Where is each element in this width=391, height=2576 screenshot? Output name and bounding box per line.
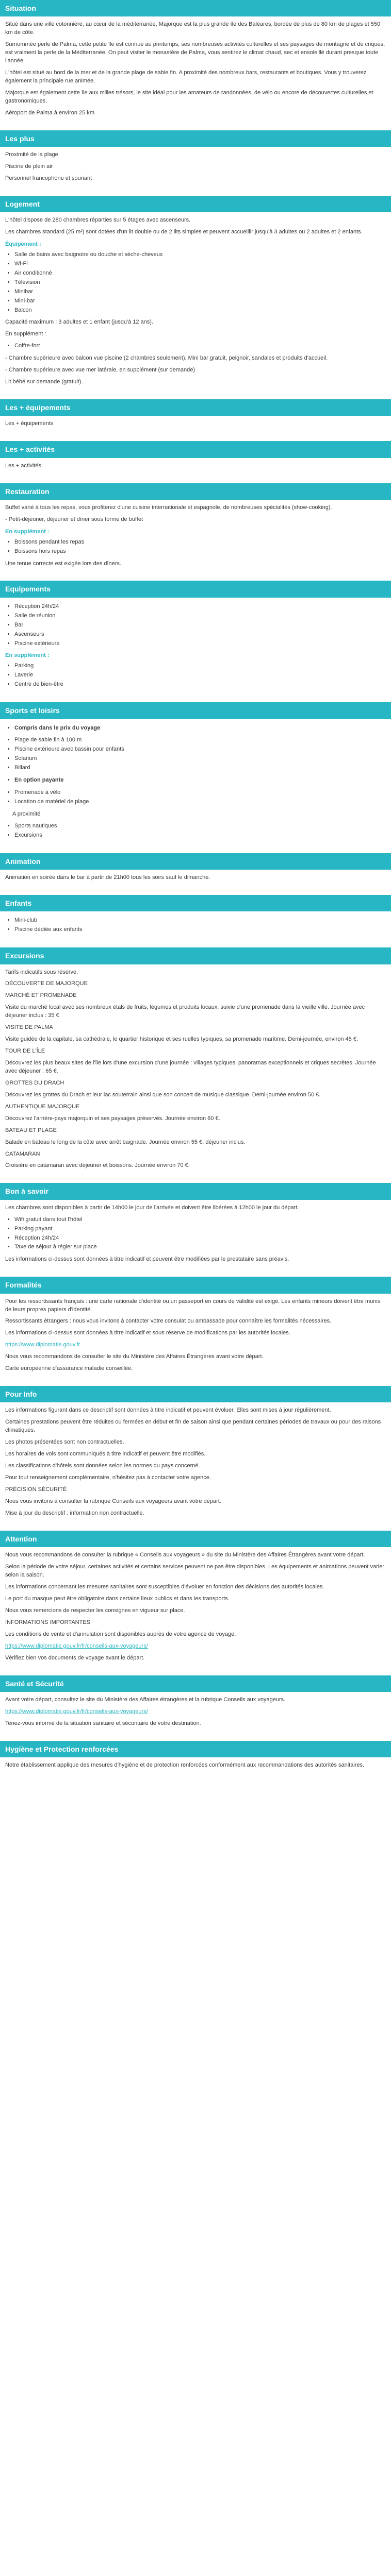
- list-item: • Wifi gratuit dans tout l'hôtel: [14, 1216, 386, 1224]
- paragraph: Le port du masque peut être obligatoire dans certains lieux publics et dans les transports.: [5, 1595, 230, 1602]
- list: [5, 342, 386, 350]
- list-item: • Minibar: [14, 288, 386, 296]
- list-item: • Salle de bains avec baignoire ou douche et sèche-cheveux: [14, 251, 386, 259]
- paragraph: Pour tout renseignement complémentaire, n'hésitez pas à contacter votre agence.: [5, 1475, 211, 1481]
- paragraph: Croisière en catamaran avec déjeuner et boissons. Journée environ 70 €.: [5, 1162, 190, 1169]
- paragraph: Balade en bateau le long de la côte avec arrêt baignade. Journée environ 55 €, déjeuner inclus.: [5, 1139, 246, 1145]
- list-item: • Promenade à vélo: [14, 789, 386, 797]
- excursion-title: GROTTES DU DRACH: [5, 1079, 64, 1086]
- paragraph: Les conditions de vente et d'annulation sont disponibles auprès de votre agence de voyage.: [5, 1631, 236, 1637]
- list: [5, 736, 386, 772]
- list: [5, 917, 386, 934]
- paragraph: Nous vous remercions de respecter les consignes en vigueur sur place.: [5, 1607, 185, 1614]
- section-header-bonasavoir: Bon à savoir: [0, 1183, 391, 1199]
- list-item: • Centre de bien-être: [14, 681, 386, 689]
- list: [5, 822, 386, 840]
- section-body-enfants: [0, 911, 391, 940]
- paragraph: Les informations ci-dessus sont données à titre indicatif et peuvent être modifiées par le prestataire sans préavis.: [5, 1256, 289, 1263]
- paragraph: Les informations figurant dans ce descriptif sont données à titre indicatif et peuvent évoluer. Elles sont mises à jour régulièrement.: [5, 1407, 331, 1414]
- list-item: • Ascenseurs: [14, 631, 386, 639]
- paragraph: Avant votre départ, consultez le site du Ministère des Affaires étrangères et la rubrique Conseils aux voyageurs.: [5, 1696, 286, 1703]
- section-body-equipements: [0, 598, 391, 695]
- section-body-pourinfo: [0, 1402, 391, 1523]
- paragraph: Lit bébé sur demande (gratuit).: [5, 379, 83, 385]
- list-item: • Wi-Fi: [14, 260, 386, 268]
- subheading: En supplément :: [5, 528, 50, 535]
- list-item: • Air conditionné: [14, 269, 386, 278]
- section-header-plus: Les plus: [0, 130, 391, 147]
- list-item: • Piscine dédiée aux enfants: [14, 926, 386, 934]
- list-item: • Parking: [14, 662, 386, 670]
- excursion-title: AUTHENTIQUE MAJORQUE: [5, 1103, 80, 1110]
- list-item: • En option payante: [14, 776, 386, 785]
- paragraph: Les informations concernant les mesures sanitaires sont susceptibles d'évoluer en fonction des décisions des autorités locales.: [5, 1583, 324, 1590]
- paragraph: Buffet varié à tous les repas, vous profiterez d'une cuisine internationale et espagnole, de nombreuses spécialités (show-cooking).: [5, 504, 332, 511]
- list-item: • Réception 24h/24: [14, 603, 386, 611]
- section-header-sports: Sports et loisirs: [0, 702, 391, 719]
- section-header-restauration: Restauration: [0, 483, 391, 500]
- list: [5, 251, 386, 315]
- paragraph: Visite du marché local avec ses nombreux étals de fruits, légumes et produits locaux, suivie d'une promenade dans la vieille ville. Journée avec déjeuner inclus : 35 €: [5, 1004, 365, 1019]
- section-body-hygiene: [0, 1757, 391, 1775]
- list: [5, 776, 386, 785]
- paragraph: Nous vous recommandons de consulter la rubrique « Conseils aux voyageurs » du site du Ministère des Affaires Étrangères avant votre départ.: [5, 1552, 365, 1558]
- list-item: • Mini-club: [14, 917, 386, 925]
- section-header-pourinfo: Pour Info: [0, 1386, 391, 1402]
- paragraph: A proximité: [12, 811, 41, 817]
- excursion-title: CATAMARAN: [5, 1150, 40, 1157]
- list-item: • Mini-bar: [14, 297, 386, 306]
- section-body-restauration: [0, 500, 391, 574]
- paragraph: - Chambre supérieure avec balcon vue piscine (2 chambres seulement). Mini bar gratuit, peignoir, sandales et produits d'accueil.: [5, 355, 328, 362]
- paragraph: Piscine de plein air: [5, 163, 53, 170]
- paragraph: Certaines prestations peuvent être réduites ou fermées en début et fin de saison ainsi que pendant certaines périodes de travaux ou pour des raisons climatiques.: [5, 1419, 381, 1434]
- paragraph: Tarifs indicatifs sous réserve.: [5, 969, 78, 975]
- list-item: • Excursions: [14, 832, 386, 840]
- paragraph: Les classifications d'hôtels sont données selon les normes du pays concerné.: [5, 1463, 200, 1469]
- list: [5, 1216, 386, 1252]
- paragraph: En supplément :: [5, 331, 46, 337]
- section-header-hygiene: Hygiène et Protection renforcées: [0, 1741, 391, 1757]
- section-body-logement: [0, 212, 391, 392]
- paragraph: Les + équipements: [5, 420, 54, 427]
- paragraph: Découvrez les plus beaux sites de l'île lors d'une excursion d'une journée : villages typiques, panoramas exceptionnels et criques secrètes. Journée avec déjeuner : 65 €.: [5, 1060, 376, 1074]
- section-header-lesplus: Les + équipements: [0, 399, 391, 416]
- section-header-animation: Animation: [0, 853, 391, 870]
- section-header-activites: Les + activités: [0, 441, 391, 457]
- section-body-bonasavoir: [0, 1200, 391, 1270]
- paragraph: Les photos présentées sont non contractuelles.: [5, 1439, 124, 1446]
- list-item: • Salle de réunion: [14, 612, 386, 620]
- list-item: • Télévision: [14, 279, 386, 287]
- section-header-santesecu: Santé et Sécurité: [0, 1675, 391, 1692]
- excursion-title: MARCHÉ ET PROMENADE: [5, 992, 77, 999]
- subheading: DÉCOUVERTE DE MAJORQUE: [5, 980, 88, 987]
- list-item: • Sports nautiques: [14, 822, 386, 831]
- list-item: • Piscine extérieure: [14, 640, 386, 648]
- diplomatie-link[interactable]: https://www.diplomatie.gouv.fr: [5, 1342, 80, 1348]
- list-item: • Coffre-fort: [14, 342, 386, 350]
- paragraph: L'hôtel dispose de 280 chambres réparties sur 5 étages avec ascenseurs.: [5, 217, 191, 224]
- paragraph: Nous vous invitons à consulter la rubrique Conseils aux voyageurs avant votre départ.: [5, 1498, 221, 1504]
- section-body-formalites: [0, 1294, 391, 1379]
- section-header-logement: Logement: [0, 196, 391, 212]
- paragraph: Ressortissants étrangers : nous vous invitons à contacter votre consulat ou ambassade pour connaître les formalités nécessaires.: [5, 1318, 332, 1325]
- paragraph: Selon la période de votre séjour, certaines activités et certains services peuvent ne pas être disponibles. Les équipements et animations peuvent varier selon la saison.: [5, 1564, 384, 1579]
- section-header-attention: Attention: [0, 1531, 391, 1547]
- list-item: • Laverie: [14, 671, 386, 680]
- list-item: • Plage de sable fin à 100 m: [14, 736, 386, 744]
- section-body-lesplus: [0, 416, 391, 434]
- paragraph: Tenez-vous informé de la situation sanitaire et sécuritaire de votre destination.: [5, 1720, 201, 1726]
- list-item: • Parking payant: [14, 1225, 386, 1233]
- paragraph: Visite guidée de la capitale, sa cathédrale, le quartier historique et ses ruelles typiques, sa promenade maritime. Demi-journée, environ 45 €.: [5, 1036, 359, 1043]
- section-body-santesecu: [0, 1692, 391, 1734]
- section-header-enfants: Enfants: [0, 895, 391, 911]
- section-header-excursions: Excursions: [0, 947, 391, 964]
- list-item: • Balcon: [14, 307, 386, 315]
- section-header-equipements: Equipements: [0, 581, 391, 597]
- paragraph: Surnommée perle de Palma, cette petite île est connue au printemps, ses nombreuses activités culturelles et ses paysages de montagne et de criques, est vraiment la perle de la Méditerranée. On peut visiter le monastère de Palma, vous sentirez le climat chaud, sec et ensoleillé durant presque toute l'année.: [5, 41, 385, 64]
- paragraph: Capacité maximum : 3 adultes et 1 enfant (jusqu'à 12 ans).: [5, 319, 154, 326]
- section-body-plus: [0, 147, 391, 189]
- section-body-sports: [0, 719, 391, 846]
- paragraph: Mise à jour du descriptif : information non contractuelle.: [5, 1510, 144, 1516]
- list: [5, 662, 386, 689]
- subheading: INFORMATIONS IMPORTANTES: [5, 1619, 91, 1625]
- paragraph: Proximité de la plage: [5, 151, 58, 158]
- paragraph: Les horaires de vols sont communiqués à titre indicatif et peuvent être modifiés.: [5, 1451, 206, 1458]
- subheading: PRÉCISION SÉCURITÉ: [5, 1486, 67, 1493]
- paragraph: Vérifiez bien vos documents de voyage avant le départ.: [5, 1654, 145, 1661]
- paragraph: Personnel francophone et souriant: [5, 175, 92, 181]
- section-body-attention: [0, 1547, 391, 1668]
- list-item: • Piscine extérieure avec bassin pour enfants: [14, 745, 386, 754]
- subheading: Équipement :: [5, 241, 41, 247]
- list: [5, 603, 386, 648]
- paragraph: Découvrez les grottes du Drach et leur lac souterrain ainsi que son concert de musique classique. Demi-journée environ 50 €.: [5, 1091, 321, 1098]
- paragraph: Carte européenne d'assurance maladie conseillée.: [5, 1365, 133, 1372]
- paragraph: Une tenue correcte est exigée lors des dîners.: [5, 560, 122, 567]
- paragraph: Les informations ci-dessus sont données à titre indicatif et sous réserve de modifications par les autorités locales.: [5, 1330, 290, 1336]
- excursion-title: BATEAU ET PLAGE: [5, 1127, 57, 1133]
- subheading: En supplément :: [5, 652, 50, 659]
- list: [5, 724, 386, 733]
- list-item: • Billard: [14, 764, 386, 772]
- paragraph: Animation en soirée dans le bar à partir de 21h00 tous les soirs sauf le dimanche.: [5, 874, 210, 881]
- paragraph: Découvrez l'arrière-pays majorquin et ses paysages préservés. Journée environ 60 €.: [5, 1115, 220, 1122]
- section-header-formalites: Formalités: [0, 1277, 391, 1293]
- excursion-title: VISITE DE PALMA: [5, 1024, 53, 1031]
- section-body-activites: [0, 458, 391, 476]
- paragraph: - Petit-déjeuner, déjeuner et dîner sous forme de buffet: [5, 516, 143, 522]
- list-item: • Location de matériel de plage: [14, 798, 386, 806]
- paragraph: Notre établissement applique des mesures d'hygiène et de protection renforcées conformément aux recommandations des autorités sanitaires.: [5, 1761, 365, 1768]
- list: [5, 789, 386, 806]
- paragraph: L'hôtel est situé au bord de la mer et de la grande plage de sable fin. A proximité des nombreux bars, restaurants et boutiques. Vous y trouverez également la principale rue animée.: [5, 69, 367, 84]
- list-item: • Compris dans le prix du voyage: [14, 724, 386, 733]
- section-header-situation: Situation: [0, 0, 391, 16]
- conseils-voyageurs-link[interactable]: https://www.diplomatie.gouv.fr/fr/conseils-aux-voyageurs/: [5, 1642, 148, 1649]
- paragraph: Les + activités: [5, 462, 42, 469]
- section-body-excursions: [0, 964, 391, 1176]
- conseils-voyageurs-link[interactable]: https://www.diplomatie.gouv.fr/fr/conseils-aux-voyageurs/: [5, 1708, 148, 1715]
- paragraph: Nous vous recommandons de consulter le site du Ministère des Affaires Étrangères avant votre départ.: [5, 1353, 264, 1360]
- paragraph: Aéroport de Palma à environ 25 km: [5, 109, 95, 116]
- paragraph: - Chambre supérieure avec vue mer latérale, en supplément (sur demande): [5, 367, 196, 374]
- paragraph: Pour les ressortissants français : une carte nationale d'identité ou un passeport en cours de validité est exigé. Les enfants mineurs doivent être munis de leurs propres papiers d'identité.: [5, 1298, 381, 1313]
- list-item: • Bar: [14, 621, 386, 630]
- section-body-situation: [0, 16, 391, 123]
- paragraph: Majorque est également cette île aux milles trésors, le site idéal pour les amateurs de randonnées, de vélo ou encore de découvertes culturelles et gastronomiques.: [5, 89, 373, 104]
- list-item: • Taxe de séjour à régler sur place: [14, 1243, 386, 1251]
- list-item: • Solarium: [14, 755, 386, 763]
- list-item: • Boissons hors repas: [14, 548, 386, 556]
- section-body-animation: [0, 870, 391, 888]
- paragraph: Les chambres sont disponibles à partir de 14h00 le jour de l'arrivée et doivent être libérées à 12h00 le jour du départ.: [5, 1204, 299, 1211]
- list-item: • Réception 24h/24: [14, 1234, 386, 1243]
- excursion-title: TOUR DE L'ÎLE: [5, 1048, 45, 1055]
- paragraph: Situé dans une ville cotonnière, au cœur de la méditerranée, Majorque est la plus grande île des Baléares, bordée de plus de 80 km de plages et 550 km de côte.: [5, 21, 381, 36]
- list: [5, 538, 386, 556]
- paragraph: Les chambres standard (25 m²) sont dotées d'un lit double ou de 2 lits simples et peuvent accueillir jusqu'à 3 adultes ou 2 adultes et 2 enfants.: [5, 229, 363, 235]
- list-item: • Boissons pendant les repas: [14, 538, 386, 547]
